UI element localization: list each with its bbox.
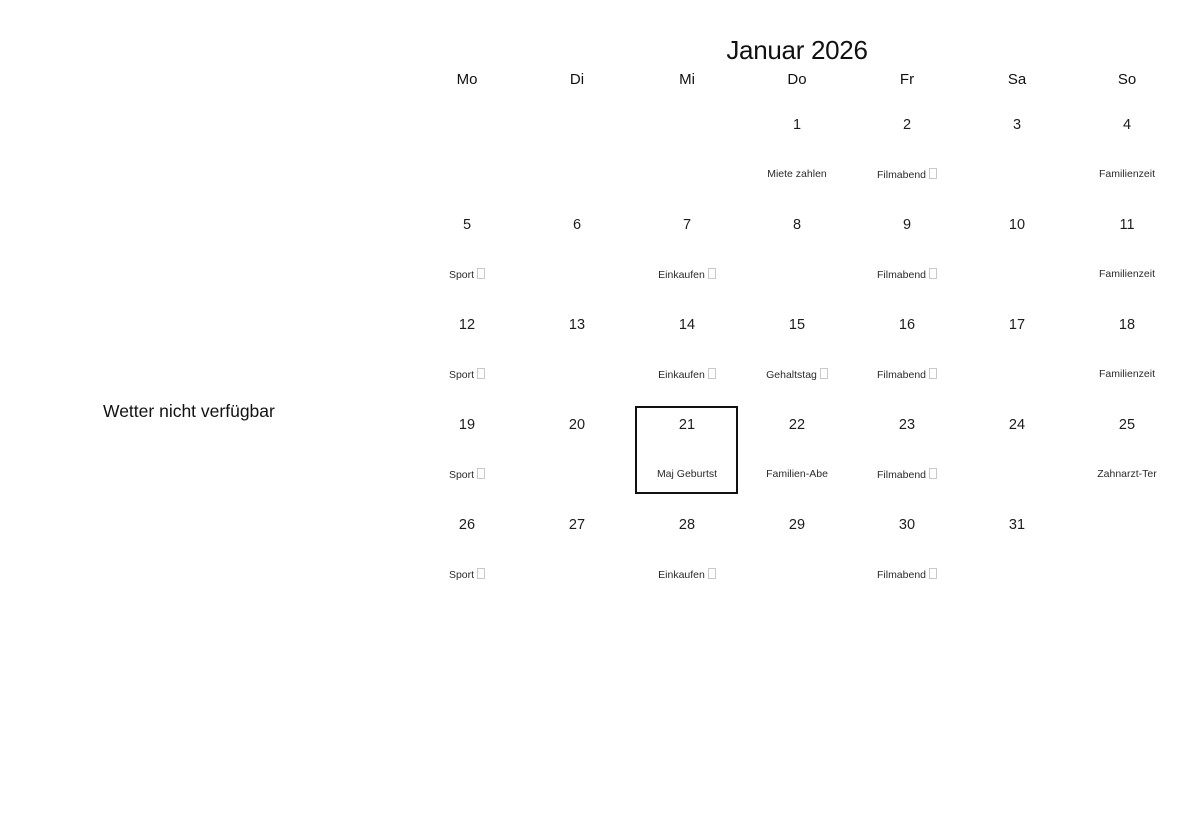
day-number: 25 xyxy=(1118,417,1136,433)
day-number: 7 xyxy=(682,217,692,233)
calendar-day-cell[interactable] xyxy=(962,300,1072,400)
calendar-day-cell[interactable] xyxy=(852,400,962,500)
missing-glyph-icon xyxy=(477,268,485,279)
day-number: 6 xyxy=(572,217,582,233)
calendar-empty-cell xyxy=(632,100,742,200)
calendar-day-cell[interactable] xyxy=(412,300,522,400)
calendar-day-cell[interactable] xyxy=(522,300,632,400)
day-number: 28 xyxy=(678,517,696,533)
missing-glyph-icon xyxy=(929,468,937,479)
weekday-header-row xyxy=(412,71,1182,89)
day-number: 4 xyxy=(1122,117,1132,133)
weekday-header-mo: Mo xyxy=(456,71,478,88)
day-number: 27 xyxy=(568,517,586,533)
event-label: Sport xyxy=(412,268,522,281)
event-label: Zahnarzt-Ter xyxy=(1097,468,1157,480)
weekday-header-mi: Mi xyxy=(679,71,695,88)
calendar-day-cell[interactable] xyxy=(852,200,962,300)
day-number: 8 xyxy=(792,217,802,233)
day-number: 11 xyxy=(1119,217,1135,233)
event-label: Familien-Abe xyxy=(766,468,828,480)
event-label: Einkaufen xyxy=(632,568,742,581)
event-label: Einkaufen xyxy=(632,268,742,281)
calendar-day-cell[interactable] xyxy=(1072,400,1182,500)
weekday-header-fr: Fr xyxy=(899,71,915,88)
missing-glyph-icon xyxy=(708,568,716,579)
calendar-day-cell[interactable] xyxy=(962,400,1072,500)
day-number: 31 xyxy=(1008,517,1026,533)
missing-glyph-icon xyxy=(708,368,716,379)
missing-glyph-icon xyxy=(477,368,485,379)
calendar-day-cell[interactable] xyxy=(962,500,1072,600)
event-label: Familienzeit xyxy=(1098,168,1156,180)
weekday-header-so: So xyxy=(1117,71,1137,88)
weekday-header-di: Di xyxy=(569,71,585,88)
calendar-day-cell[interactable] xyxy=(1072,300,1182,400)
calendar-day-cell[interactable] xyxy=(522,500,632,600)
calendar-day-cell[interactable] xyxy=(742,400,852,500)
event-label: Maj Geburtst xyxy=(656,468,718,480)
calendar-day-cell[interactable] xyxy=(742,300,852,400)
weekday-header-do: Do xyxy=(787,71,807,88)
event-label: Filmabend xyxy=(852,268,962,281)
calendar-day-cell[interactable] xyxy=(412,200,522,300)
day-number: 1 xyxy=(792,117,802,133)
event-label: Filmabend xyxy=(852,368,962,381)
day-number: 13 xyxy=(568,317,586,333)
day-number: 5 xyxy=(462,217,472,233)
event-label: Einkaufen xyxy=(632,368,742,381)
day-number: 21 xyxy=(678,417,696,433)
calendar-day-cell[interactable] xyxy=(852,300,962,400)
missing-glyph-icon xyxy=(708,268,716,279)
day-number: 16 xyxy=(898,317,916,333)
calendar-day-cell[interactable] xyxy=(522,400,632,500)
calendar-day-cell[interactable] xyxy=(412,500,522,600)
day-number: 10 xyxy=(1008,217,1026,233)
day-number: 19 xyxy=(458,417,476,433)
calendar-empty-cell xyxy=(522,100,632,200)
missing-glyph-icon xyxy=(929,568,937,579)
calendar-day-cell[interactable] xyxy=(522,200,632,300)
day-number: 17 xyxy=(1008,317,1026,333)
weather-status-text: Wetter nicht verfügbar xyxy=(103,401,275,421)
missing-glyph-icon xyxy=(929,268,937,279)
event-label: Familienzeit xyxy=(1098,368,1156,380)
day-number: 20 xyxy=(568,417,586,433)
missing-glyph-icon xyxy=(929,368,937,379)
day-number: 9 xyxy=(902,217,912,233)
day-number: 23 xyxy=(898,417,916,433)
day-number: 24 xyxy=(1008,417,1026,433)
event-label: Gehaltstag xyxy=(742,368,852,381)
calendar-day-cell[interactable] xyxy=(852,100,962,200)
calendar-day-cell[interactable] xyxy=(632,500,742,600)
event-label: Familienzeit xyxy=(1098,268,1156,280)
calendar-day-cell[interactable] xyxy=(742,200,852,300)
weekday-header-sa: Sa xyxy=(1007,71,1027,88)
calendar-day-cell[interactable] xyxy=(632,200,742,300)
day-number: 12 xyxy=(458,317,476,333)
day-number: 3 xyxy=(1012,117,1022,133)
event-label: Filmabend xyxy=(852,168,962,181)
day-number: 15 xyxy=(788,317,806,333)
event-label: Sport xyxy=(412,368,522,381)
calendar-day-cell[interactable] xyxy=(742,500,852,600)
calendar-empty-cell xyxy=(1072,500,1182,600)
missing-glyph-icon xyxy=(820,368,828,379)
event-label: Sport xyxy=(412,568,522,581)
event-label: Filmabend xyxy=(852,468,962,481)
calendar-day-cell[interactable] xyxy=(742,100,852,200)
calendar-day-cell[interactable] xyxy=(1072,200,1182,300)
calendar-day-cell[interactable] xyxy=(852,500,962,600)
day-number: 18 xyxy=(1118,317,1136,333)
event-label: Sport xyxy=(412,468,522,481)
calendar-empty-cell xyxy=(412,100,522,200)
day-number: 30 xyxy=(898,517,916,533)
calendar-grid xyxy=(412,100,1182,600)
event-label: Miete zahlen xyxy=(767,168,827,180)
calendar-day-cell[interactable] xyxy=(1072,100,1182,200)
missing-glyph-icon xyxy=(477,468,485,479)
calendar xyxy=(412,0,1182,600)
calendar-day-cell[interactable] xyxy=(962,200,1072,300)
calendar-day-cell[interactable] xyxy=(632,400,742,500)
day-number: 2 xyxy=(902,117,912,133)
calendar-month-title: Januar 2026 xyxy=(726,35,868,65)
missing-glyph-icon xyxy=(929,168,937,179)
calendar-day-cell[interactable] xyxy=(412,400,522,500)
missing-glyph-icon xyxy=(477,568,485,579)
event-label: Filmabend xyxy=(852,568,962,581)
day-number: 14 xyxy=(678,317,696,333)
day-number: 29 xyxy=(788,517,806,533)
day-number: 22 xyxy=(788,417,806,433)
calendar-day-cell[interactable] xyxy=(962,100,1072,200)
day-number: 26 xyxy=(458,517,476,533)
calendar-day-cell[interactable] xyxy=(632,300,742,400)
